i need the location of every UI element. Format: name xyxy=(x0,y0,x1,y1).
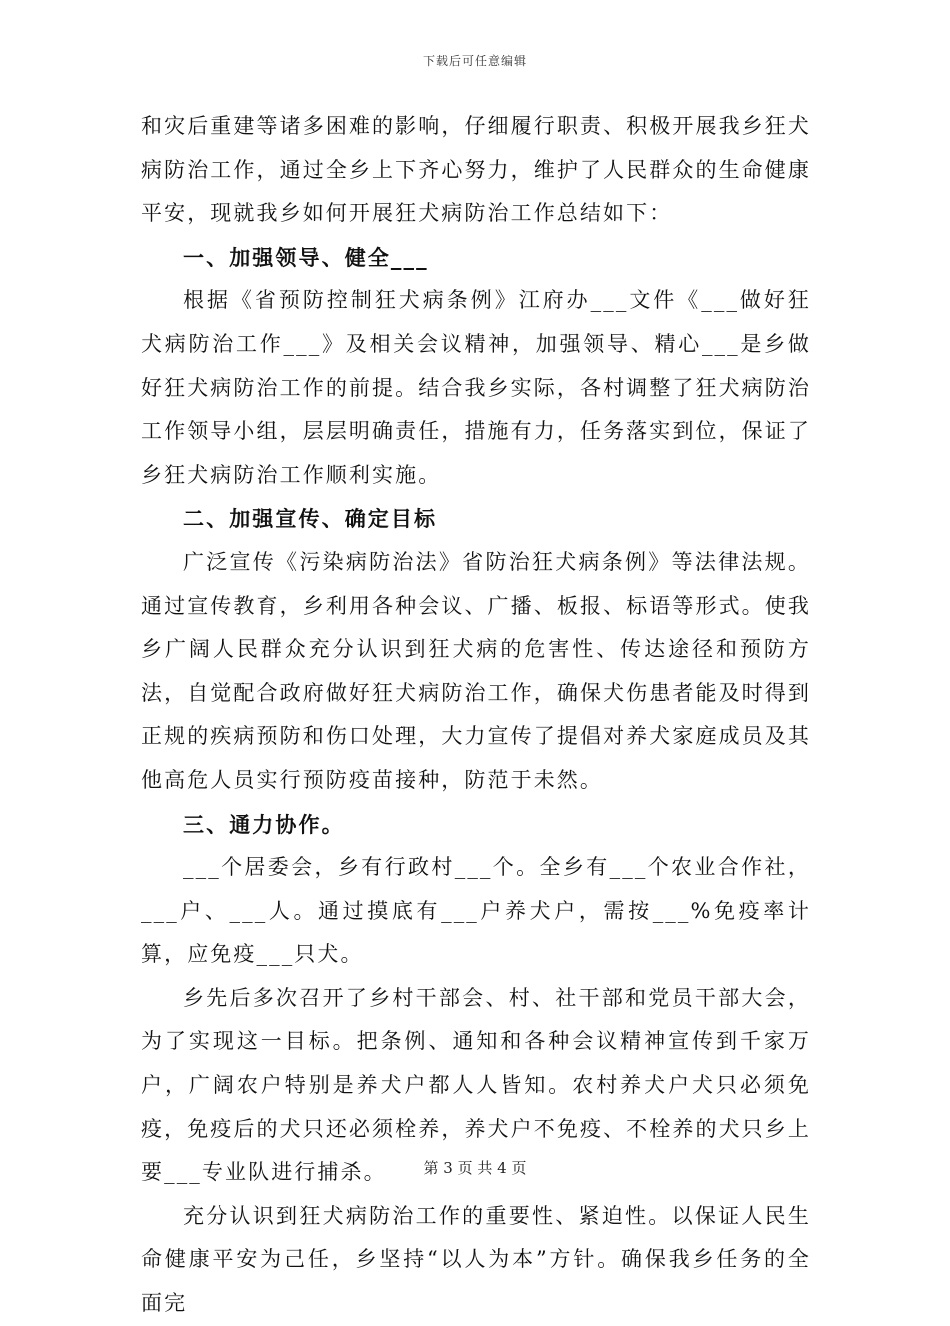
paragraph-intro: 和灾后重建等诸多困难的影响，仔细履行职责、积极开展我乡狂犬病防治工作，通过全乡上下齐心努力，维护了人民群众的生命健康平安，现就我乡如何开展狂犬病防治工作总结如下： xyxy=(141,114,811,226)
section-heading-1: 一、加强领导、健全___ xyxy=(183,244,429,270)
section-heading-3: 三、通力协作。 xyxy=(183,811,345,837)
page-number: 第 3 页 共 4 页 xyxy=(423,1159,527,1177)
page-header-note: 下载后可任意编辑 xyxy=(422,54,527,68)
paragraph-section-3-importance: 充分认识到狂犬病防治工作的重要性、紧迫性。以保证人民生命健康平安为己任，乡坚持“以人为本”方针。确保我乡任务的全面完 xyxy=(141,1203,811,1316)
paragraph-section-3-meetings: 乡先后多次召开了乡村干部会、村、社干部和党员干部大会，为了实现这一目标。把条例、通知和各种会议精神宣传到千家万户，广阔农户特别是养犬户都人人皆知。农村养犬户犬只必须免疫，免疫后的犬只还必须栓养，养犬户不免疫、不栓养的犬只乡上要___专业队进行捕杀。 xyxy=(141,985,811,1185)
paragraph-section-1: 根据《省预防控制狂犬病条例》江府办___文件《___做好狂犬病防治工作___》及相关会议精神，加强领导、精心___是乡做好狂犬病防治工作的前提。结合我乡实际，各村调整了狂犬病防治工作领导小组，层层明确责任，措施有力，任务落实到位，保证了乡狂犬病防治工作顺利实施。 xyxy=(141,288,811,487)
paragraph-section-3-stats: ___个居委会，乡有行政村___个。全乡有___个农业合作社，___户、___人。通过摸底有___户养犬户，需按___%免疫率计算，应免疫___只犬。 xyxy=(141,855,811,967)
paragraph-section-2: 广泛宣传《污染病防治法》省防治狂犬病条例》等法律法规。通过宣传教育，乡利用各种会议、广播、板报、标语等形式。使我乡广阔人民群众充分认识到狂犬病的危害性、传达途径和预防方法，自觉配合政府做好狂犬病防治工作，确保犬伤患者能及时得到正规的疾病预防和伤口处理，大力宣传了提倡对养犬家庭成员及其他高危人员实行预防疫苗接种，防范于未然。 xyxy=(141,549,811,792)
section-heading-2: 二、加强宣传、确定目标 xyxy=(183,506,438,532)
document-body xyxy=(141,105,811,1326)
